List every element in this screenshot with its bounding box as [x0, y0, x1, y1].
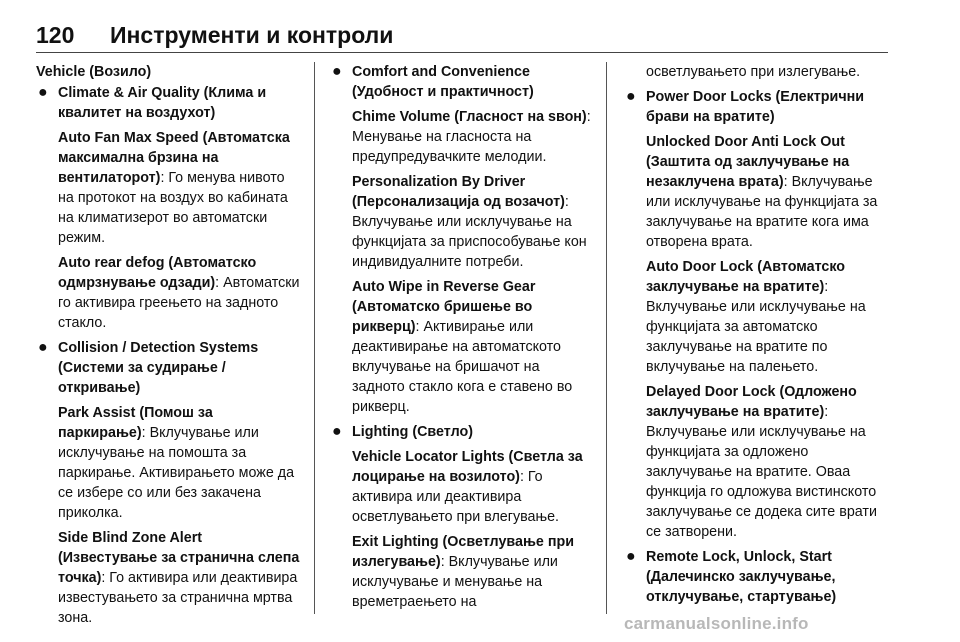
entry-title: Delayed Door Lock (Одложено заклучување на вратите)	[646, 384, 857, 420]
column-3	[624, 62, 886, 612]
bullet-icon: ●	[332, 423, 342, 440]
section-heading: Vehicle (Возило)	[36, 64, 152, 80]
menu-entry	[646, 257, 886, 377]
bullet-title: Lighting (Светло)	[352, 424, 473, 440]
menu-entry	[58, 403, 304, 523]
entry-title: Personalization By Driver (Персонализација од возачот)	[352, 174, 565, 210]
entry-text: : Го менува нивото на протокот на воздух во кабината на климатизерот во автоматски режим.	[58, 170, 288, 246]
entry-text: : Автоматски го активира греењето на задното стакло.	[58, 275, 300, 331]
entry-title: Auto Wipe in Reverse Gear (Автоматско бришење во рикверц)	[352, 279, 536, 335]
column-2	[330, 62, 592, 617]
entry-text: : Менување на гласноста на предупредувачките мелодии.	[352, 109, 591, 165]
watermark: carmanualsonline.info	[624, 614, 809, 633]
menu-entry	[58, 253, 304, 333]
entry-text: : Вклучување или исклучување на функцијата за одложено заклучување на вратите. Оваа функција го одложува вистинското заклучување се додека сите врати се затворени.	[646, 404, 877, 540]
menu-entry	[58, 128, 304, 248]
entry-title: Exit Lighting (Осветлување при излегување)	[352, 534, 574, 570]
continued-text: осветлувањето при излегување.	[646, 64, 861, 80]
entry-text: : Вклучување или исклучување на функцијата за приспособување кон индивидуалните потреби.	[352, 194, 587, 270]
menu-entry	[352, 532, 592, 612]
menu-entry	[352, 107, 592, 167]
menu-entry	[58, 528, 304, 628]
bullet-title: Climate & Air Quality (Клима и квалитет на воздухот)	[58, 85, 267, 121]
entry-title: Chime Volume (Гласност на ѕвон)	[352, 109, 587, 125]
bullet-icon: ●	[332, 63, 342, 80]
bullet-item	[330, 422, 592, 612]
bullet-icon: ●	[626, 548, 636, 565]
bullet-item	[36, 338, 304, 628]
entry-text: : Го активира или деактивира известувањето за странична мртва зона.	[58, 570, 298, 626]
entry-text: : Го активира или деактивира осветлувањето при влегување.	[352, 469, 560, 525]
entry-title: Unlocked Door Anti Lock Out (Заштита од заклучување на незаклучена врата)	[646, 134, 850, 190]
entry-text: : Вклучување или исклучување на функцијата за заклучување на вратите кога има отворена врата.	[646, 174, 878, 250]
entry-text: : Вклучување или исклучување и менување на времетраењето на	[352, 554, 558, 610]
entry-text: : Активирање или деактивирање на автоматското вклучување на бришачот на задното стакло кога е ставено во рикверц.	[352, 319, 573, 415]
entry-text: : Вклучување или исклучување на помошта за паркирање. Активирањето може да се избере со или без закачена приколка.	[58, 425, 295, 521]
bullet-title: Remote Lock, Unlock, Start (Далечинско заклучување, отклучување, стартување)	[646, 549, 837, 605]
column-separator	[314, 62, 315, 614]
column-separator	[606, 62, 607, 614]
entry-title: Auto Fan Max Speed (Автоматска максимална брзина на вентилаторот)	[58, 130, 290, 186]
header-rule	[36, 52, 888, 53]
menu-entry	[352, 277, 592, 417]
entry-title: Auto Door Lock (Автоматско заклучување на вратите)	[646, 259, 846, 295]
bullet-icon: ●	[626, 88, 636, 105]
entry-title: Auto rear defog (Автоматско одмрзнување одзади)	[58, 255, 257, 291]
page-number: 120	[36, 22, 75, 48]
bullet-item	[624, 87, 886, 542]
column-1	[36, 62, 304, 633]
bullet-item	[624, 547, 886, 607]
entry-title: Side Blind Zone Alert (Известување за странична слепа точка)	[58, 530, 300, 586]
menu-entry	[646, 382, 886, 542]
bullet-icon: ●	[38, 339, 48, 356]
bullet-icon: ●	[38, 84, 48, 101]
bullet-item	[330, 62, 592, 417]
bullet-title: Power Door Locks (Електрични брави на вратите)	[646, 89, 865, 125]
entry-text: : Вклучување или исклучување на функцијата за автоматско заклучување на вратите по вклучување на палењето.	[646, 279, 866, 375]
entry-title: Park Assist (Помош за паркирање)	[58, 405, 213, 441]
bullet-item	[36, 83, 304, 333]
menu-entry	[352, 447, 592, 527]
entry-title: Vehicle Locator Lights (Светла за лоцирање на возилото)	[352, 449, 583, 485]
bullet-title: Collision / Detection Systems (Системи за судирање / откривање)	[58, 340, 259, 396]
menu-entry	[646, 132, 886, 252]
page-title: Инструменти и контроли	[110, 22, 394, 48]
menu-entry	[352, 172, 592, 272]
bullet-title: Comfort and Convenience (Удобност и практичност)	[352, 64, 534, 100]
page-header	[0, 0, 960, 56]
